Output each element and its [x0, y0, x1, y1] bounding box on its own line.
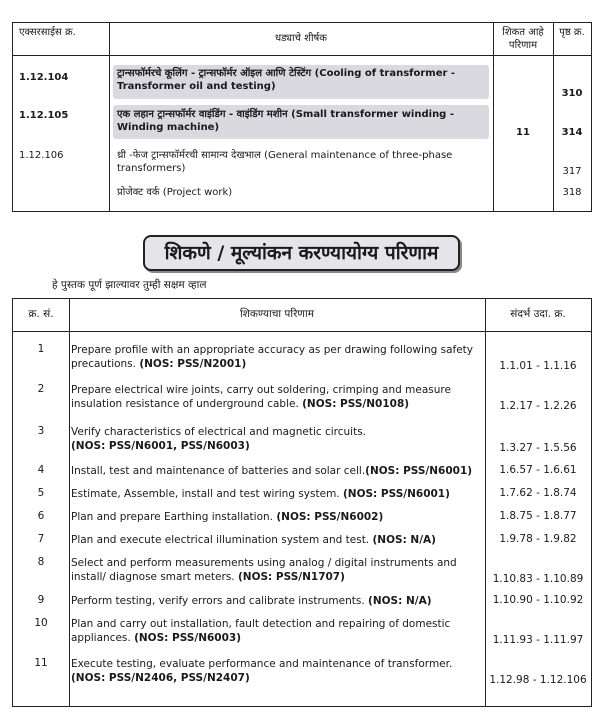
row-number: 4 — [37, 464, 45, 476]
row-ref: 1.11.93 - 1.11.97 — [492, 634, 584, 646]
divider — [493, 23, 494, 211]
row-outcome: Prepare electrical wire joints, carry out soldering, crimping and measure insulation resistance of underground cable. (NOS: PSS/N0108) — [71, 384, 451, 410]
header-no: क्र. सं. — [28, 308, 54, 320]
row-outcome: Install, test and maintenance of batteries and solar cell.(NOS: PSS/N6001) — [71, 465, 473, 477]
outcomes-table — [12, 298, 592, 707]
intro-text: हे पुस्तक पूर्ण झाल्यावर तुम्ही सक्षम व्हाल — [52, 279, 207, 291]
exercise-no: 1.12.105 — [19, 110, 69, 121]
row-number: 7 — [37, 533, 45, 545]
exercise-title: एक लहान ट्रान्सफॉर्मर वाइंडिंग - वाइंडिंग मशीन (Small transformer winding - Winding machine) — [117, 109, 454, 133]
row-outcome: Select and perform measurements using analog / digital instruments and install/ diagnose smart meters. (NOS: PSS/N1707) — [71, 557, 457, 583]
row-number: 8 — [37, 556, 45, 568]
row-outcome: Plan and execute electrical illumination system and test. (NOS: N/A) — [71, 534, 436, 546]
row-ref: 1.10.90 - 1.10.92 — [492, 594, 584, 606]
divider — [553, 23, 554, 211]
outcome-value: 11 — [516, 127, 530, 138]
row-ref: 1.10.83 - 1.10.89 — [492, 573, 584, 585]
row-ref: 1.12.98 - 1.12.106 — [489, 674, 587, 686]
row-outcome: Plan and carry out installation, fault detection and repairing of domestic appliances. (NOS: PSS/N6003) — [71, 618, 451, 644]
exercise-title: ट्रान्सफॉर्मरचे कूलिंग - ट्रान्सफॉर्मर ऑइल आणि टेस्टिंग (Cooling of transformer - Transformer oil and testing) — [117, 68, 456, 92]
exercise-no: 1.12.104 — [19, 72, 69, 83]
row-ref: 1.8.75 - 1.8.77 — [499, 510, 577, 522]
row-ref: 1.7.62 - 1.8.74 — [499, 487, 577, 499]
row-outcome: Verify characteristics of electrical and magnetic circuits. (NOS: PSS/N6001, PSS/N6003) — [71, 426, 367, 452]
header-exercise-no: एक्सरसाईस क्र. — [19, 27, 76, 38]
row-number: 6 — [37, 510, 45, 522]
exercise-title: प्रोजेक्ट वर्क (Project work) — [117, 187, 233, 198]
row-ref: 1.3.27 - 1.5.56 — [499, 442, 577, 454]
row-number: 1 — [37, 343, 45, 355]
header-title: धड्याचे शीर्षक — [275, 33, 327, 44]
row-number: 11 — [34, 657, 48, 669]
exercise-table — [12, 22, 592, 212]
section-title: शिकणे / मूल्यांकन करण्यायोग्य परिणाम — [143, 235, 460, 271]
header-outcome: शिकत आहे परिणाम — [502, 27, 544, 51]
row-outcome: Perform testing, verify errors and calibrate instruments. (NOS: N/A) — [71, 595, 432, 607]
header-page: पृष्ठ क्र. — [559, 27, 585, 38]
row-number: 10 — [34, 617, 48, 629]
row-ref: 1.6.57 - 1.6.61 — [499, 464, 577, 476]
header-outcome: शिकण्याचा परिणाम — [239, 308, 314, 320]
exercise-title: थ्री -फेज ट्रान्सफॉर्मरची सामान्य देखभाल (General maintenance of three-phase transformers) — [117, 150, 453, 174]
row-ref: 1.1.01 - 1.1.16 — [499, 360, 577, 372]
exercise-page: 314 — [561, 127, 583, 138]
exercise-page: 318 — [562, 187, 582, 198]
row-number: 3 — [37, 425, 45, 437]
row-ref: 1.9.78 - 1.9.82 — [499, 533, 577, 545]
exercise-page: 310 — [561, 88, 583, 99]
row-number: 9 — [37, 594, 45, 606]
row-outcome: Execute testing, evaluate performance and maintenance of transformer. (NOS: PSS/N2406, PSS/N2407) — [71, 658, 453, 684]
row-outcome: Plan and prepare Earthing installation. (NOS: PSS/N6002) — [71, 511, 384, 523]
divider — [109, 23, 110, 211]
exercise-page: 317 — [562, 166, 582, 177]
row-ref: 1.2.17 - 1.2.26 — [499, 400, 577, 412]
divider — [69, 299, 70, 706]
row-outcome: Estimate, Assemble, install and test wiring system. (NOS: PSS/N6001) — [71, 488, 450, 500]
exercise-no: 1.12.106 — [19, 150, 64, 161]
row-number: 5 — [37, 487, 45, 499]
header-ref: संदर्भ उदा. क्र. — [510, 308, 566, 320]
divider — [485, 299, 486, 706]
row-number: 2 — [37, 383, 45, 395]
row-outcome: Prepare profile with an appropriate accuracy as per drawing following safety precautions. (NOS: PSS/N2001) — [71, 344, 473, 370]
